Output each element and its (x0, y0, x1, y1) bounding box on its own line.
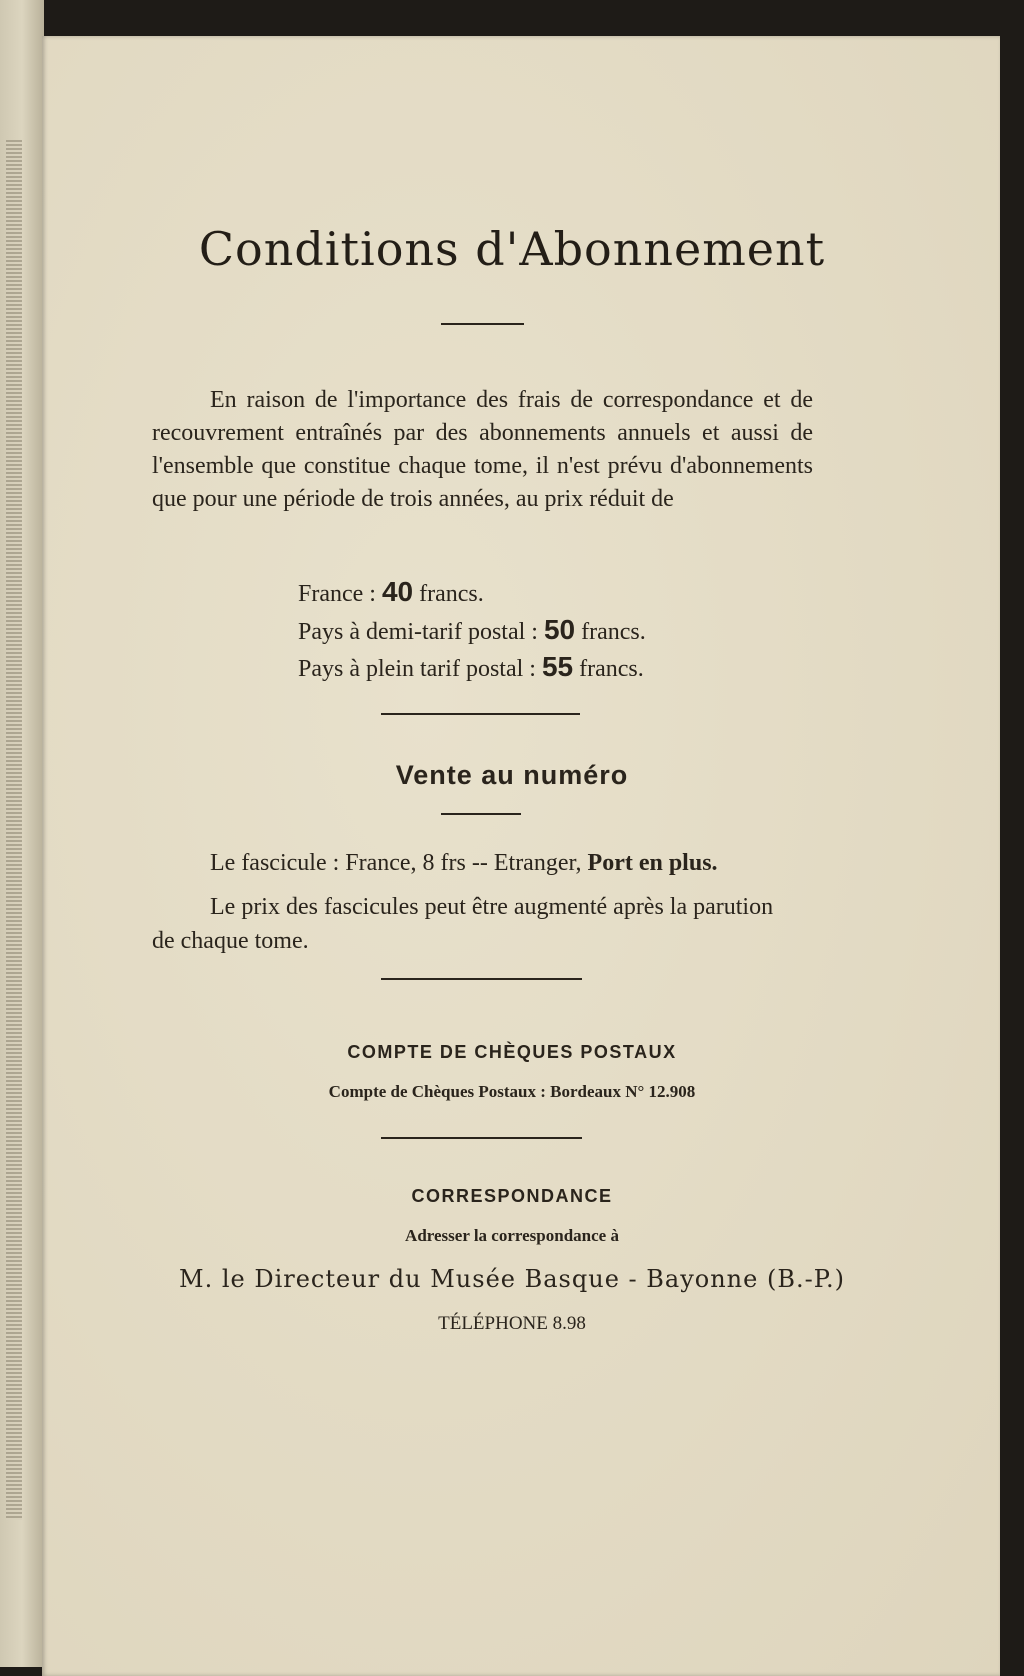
price-half-rate: Pays à demi-tarif postal : 50 francs. (298, 614, 646, 645)
correspondence-heading: CORRESPONDANCE (411, 1186, 613, 1206)
page-title: Conditions d'Abonnement (198, 222, 826, 276)
correspondence-instruction: Adresser la correspondance à (405, 1226, 619, 1245)
sale-line-2: Le prix des fascicules peut être augmenté après la parution (210, 894, 774, 920)
divider (441, 323, 524, 325)
correspondence-phone: TÉLÉPHONE 8.98 (438, 1313, 586, 1334)
sale-line-1: Le fascicule : France, 8 frs -- Etranger, Port en plus. (210, 850, 718, 876)
divider (381, 713, 580, 715)
postal-detail: Compte de Chèques Postaux : Bordeaux N° 12.908 (328, 1082, 696, 1101)
divider (381, 978, 582, 980)
sale-line-3: de chaque tome. (152, 928, 309, 954)
price-full-rate: Pays à plein tarif postal : 55 francs. (298, 651, 644, 682)
divider (441, 813, 521, 815)
postal-heading: COMPTE DE CHÈQUES POSTAUX (347, 1042, 677, 1062)
price-france: France : 40 francs. (298, 576, 484, 607)
intro-rest: et de recouvrement entraînés par des abonnements annuels et aussi de l'ensemble que constitue chaque tome, il n'est prévu d'abonnements que pour une période de trois années, au prix réduit de (152, 387, 813, 512)
sale-heading: Vente au numéro (395, 760, 629, 790)
divider (381, 1137, 582, 1139)
intro-first-line: En raison de l'importance des frais de correspondance (210, 387, 754, 413)
correspondence-recipient: M. le Directeur du Musée Basque - Bayonne (B.-P.) (179, 1265, 845, 1293)
intro-paragraph (152, 384, 813, 516)
